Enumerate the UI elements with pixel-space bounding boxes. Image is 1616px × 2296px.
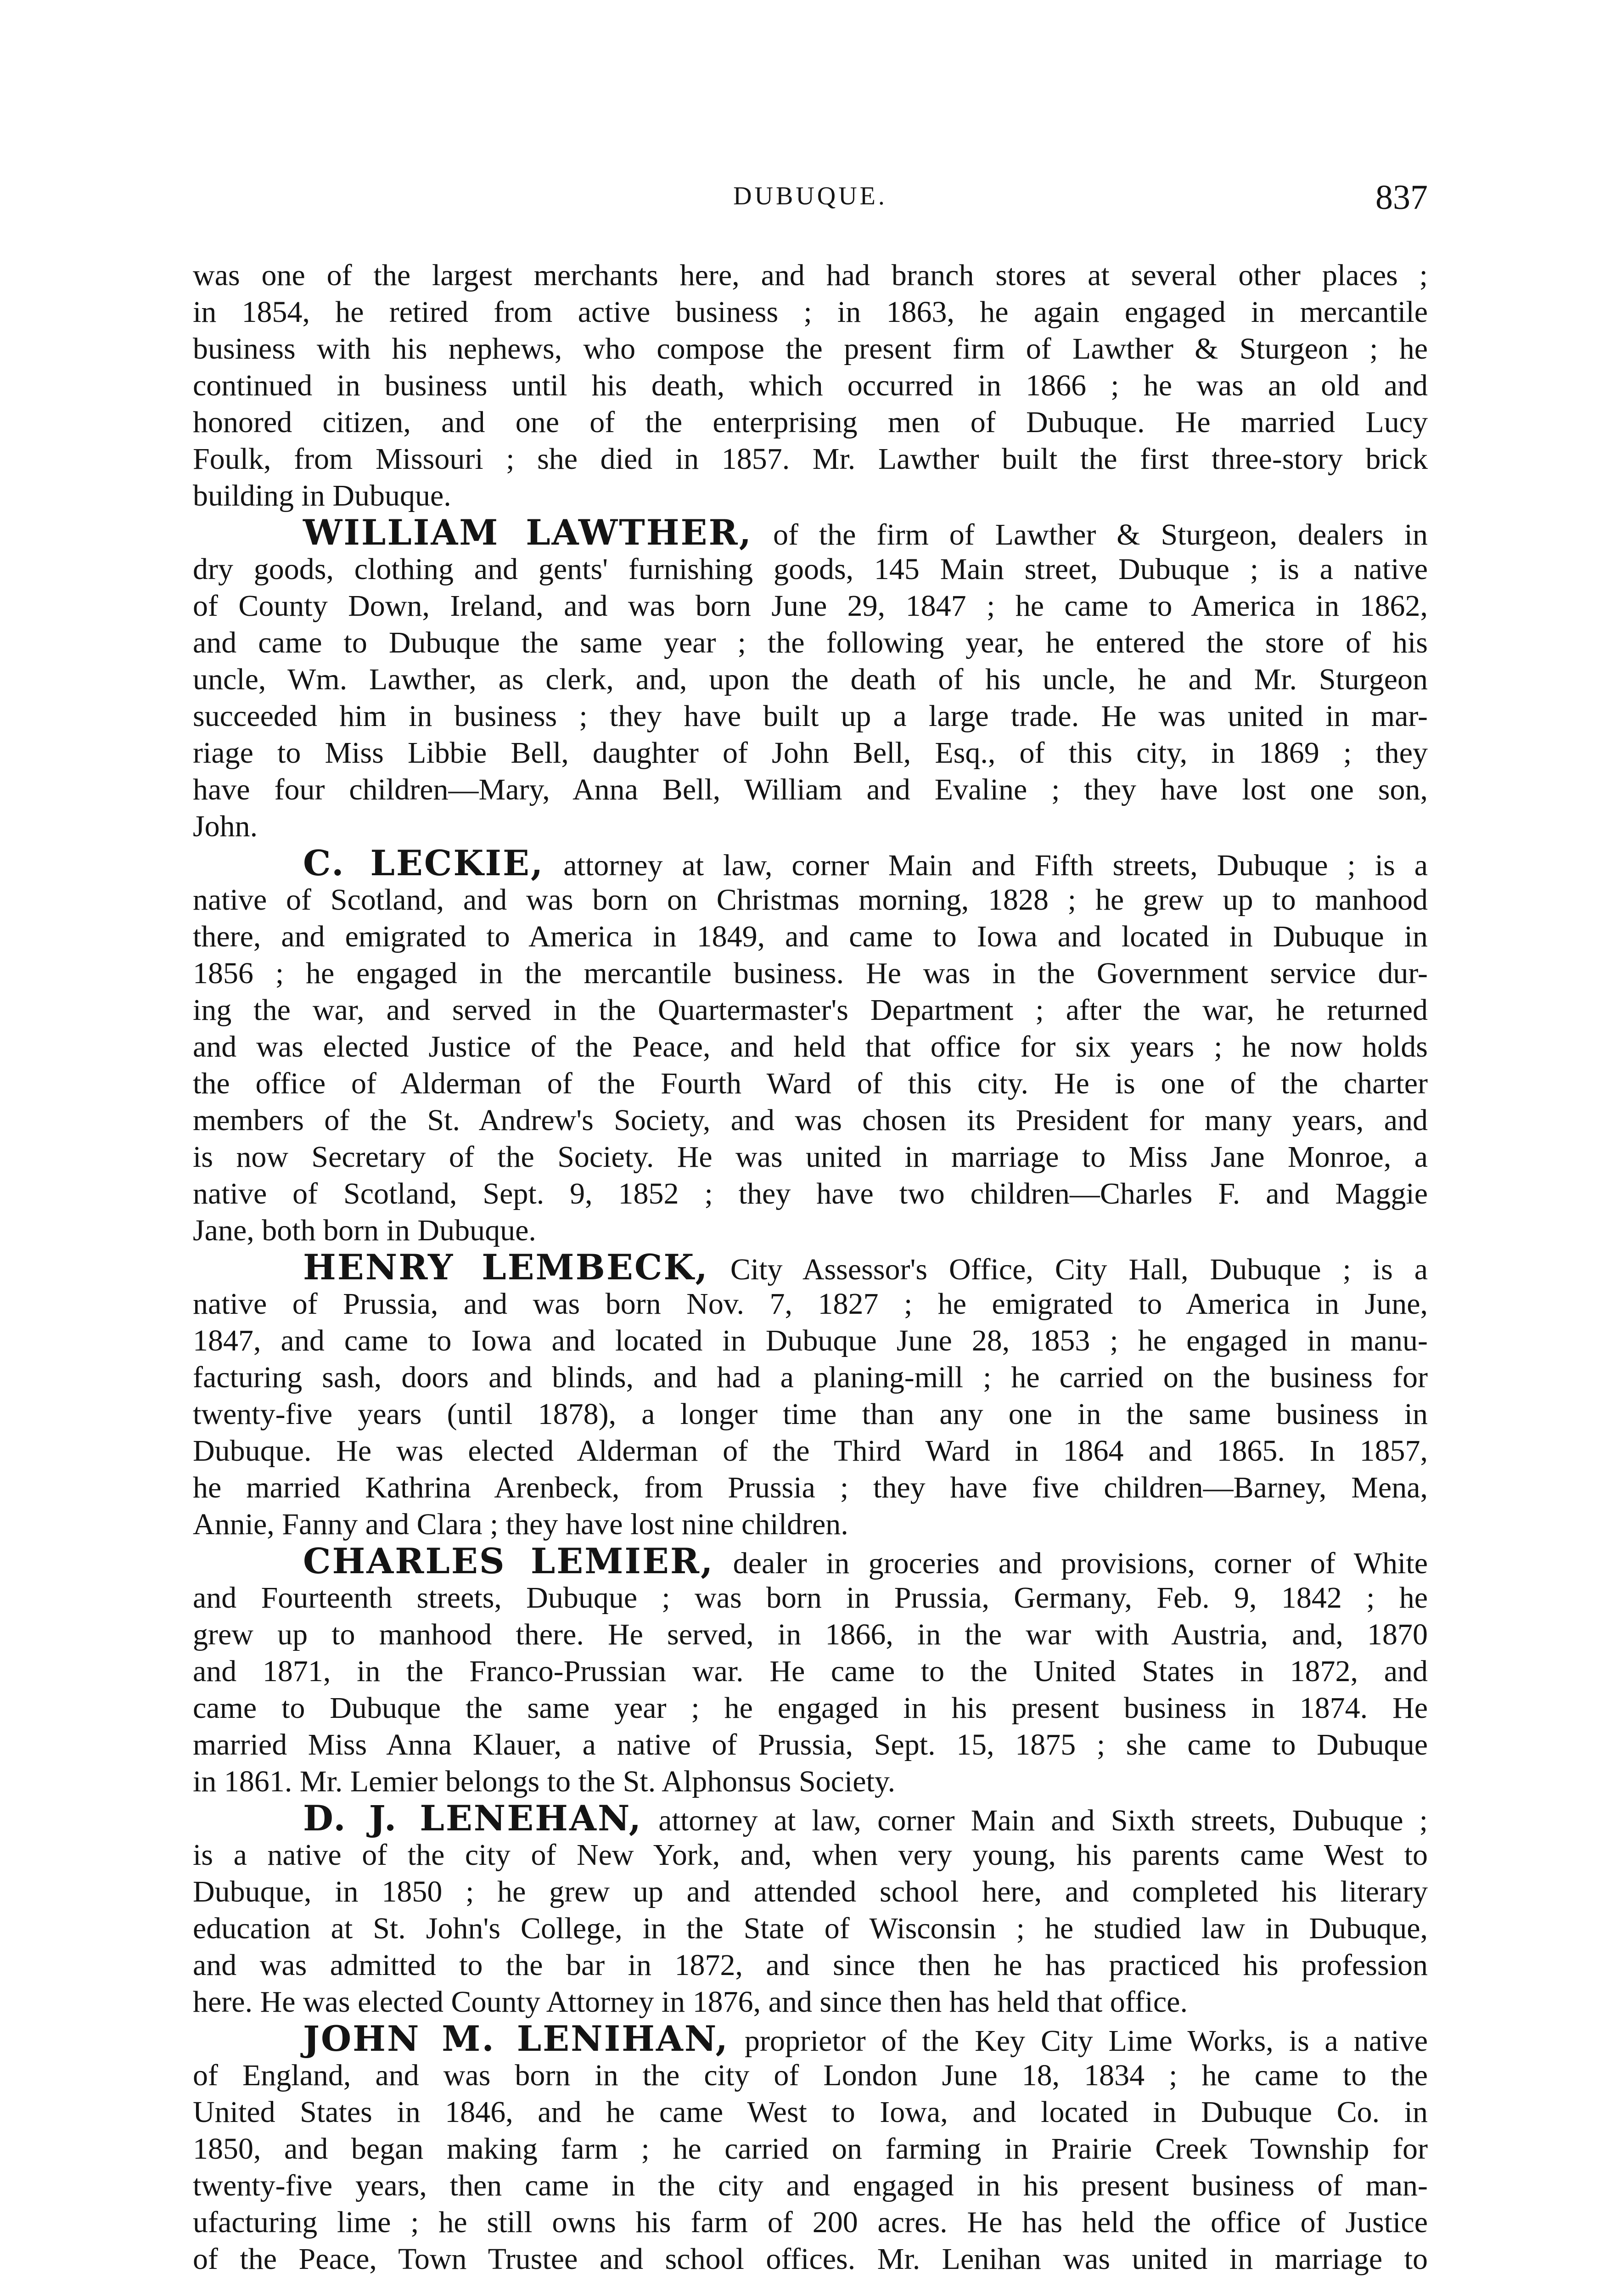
entry-first-line-text: of the firm of Lawther & Sturgeon, dealers in: [773, 518, 1428, 551]
text-line: facturing sash, doors and blinds, and had a planing-mill ; he carried on the business for: [193, 1361, 1428, 1394]
text-line: uncle, Wm. Lawther, as clerk, and, upon the death of his uncle, he and Mr. Sturgeon: [193, 663, 1428, 696]
entry-name: C. LECKIE,: [303, 843, 544, 884]
text-line: twenty-five years (until 1878), a longer time than any one in the same business in: [193, 1397, 1428, 1431]
text-line: succeeded him in business ; they have built up a large trade. He was united in mar-: [193, 699, 1428, 733]
biography-entry: [193, 1543, 1428, 1800]
entry-first-line: [193, 1249, 1428, 1286]
text-line: of England, and was born in the city of London June 18, 1834 ; he came to the: [193, 2059, 1428, 2092]
page-number: 837: [1375, 178, 1428, 217]
text-line: married Miss Anna Klauer, a native of Prussia, Sept. 15, 1875 ; she came to Dubuque: [193, 1728, 1428, 1761]
entry-name: WILLIAM LAWTHER,: [303, 512, 753, 553]
entry-first-line: [193, 1543, 1428, 1580]
text-line: 1856 ; he engaged in the mercantile business. He was in the Government service dur-: [193, 957, 1428, 990]
text-line: native of Prussia, and was born Nov. 7, 1827 ; he emigrated to America in June,: [193, 1287, 1428, 1321]
text-line: is now Secretary of the Society. He was united in marriage to Miss Jane Monroe, a: [193, 1140, 1428, 1174]
continued-paragraph: [193, 257, 1428, 514]
text-line: and Fourteenth streets, Dubuque ; was born in Prussia, Germany, Feb. 9, 1842 ; he: [193, 1581, 1428, 1615]
entry-first-line-text: attorney at law, corner Main and Sixth streets, Dubuque ;: [658, 1804, 1428, 1837]
text-line: and 1871, in the Franco-Prussian war. He came to the United States in 1872, and: [193, 1654, 1428, 1688]
biography-entry: [193, 514, 1428, 845]
text-line: Dubuque, in 1850 ; he grew up and attended school here, and completed his literary: [193, 1875, 1428, 1908]
text-line: 1850, and began making farm ; he carried on farming in Prairie Creek Township for: [193, 2132, 1428, 2166]
body-text: [193, 257, 1428, 2278]
text-line: twenty-five years, then came in the city and engaged in his present business of man-: [193, 2169, 1428, 2202]
text-line: and came to Dubuque the same year ; the following year, he entered the store of his: [193, 626, 1428, 659]
entry-name: D. J. LENEHAN,: [303, 1798, 643, 1839]
text-line: and was elected Justice of the Peace, and held that office for six years ; he now holds: [193, 1030, 1428, 1064]
text-line: ufacturing lime ; he still owns his farm of 200 acres. He has held the office of Justice: [193, 2206, 1428, 2239]
text-line: building in Dubuque.: [193, 479, 451, 512]
text-line: riage to Miss Libbie Bell, daughter of John Bell, Esq., of this city, in 1869 ; they: [193, 736, 1428, 770]
entry-first-line: [193, 845, 1428, 882]
entry-first-line: [193, 2020, 1428, 2057]
entry-first-line: [193, 514, 1428, 551]
text-line: is a native of the city of New York, and, when very young, his parents came West to: [193, 1838, 1428, 1872]
text-line: dry goods, clothing and gents' furnishing goods, 145 Main street, Dubuque ; is a native: [193, 552, 1428, 586]
text-line: Dubuque. He was elected Alderman of the Third Ward in 1864 and 1865. In 1857,: [193, 1434, 1428, 1468]
text-line: education at St. John's College, in the State of Wisconsin ; he studied law in Dubuque,: [193, 1912, 1428, 1945]
biography-entry: [193, 1800, 1428, 2020]
entry-name: HENRY LEMBECK,: [303, 1247, 709, 1288]
text-line: Jane, both born in Dubuque.: [193, 1214, 536, 1247]
text-line: members of the St. Andrew's Society, and was chosen its President for many years, and: [193, 1103, 1428, 1137]
entry-first-line-text: dealer in groceries and provisions, corner of White: [733, 1547, 1428, 1580]
entry-first-line-text: proprietor of the Key City Lime Works, is a native: [744, 2024, 1428, 2058]
text-line: he married Kathrina Arenbeck, from Prussia ; they have five children—Barney, Mena,: [193, 1471, 1428, 1504]
biography-entry: [193, 1249, 1428, 1543]
text-line: and was admitted to the bar in 1872, and since then he has practiced his profession: [193, 1948, 1428, 1982]
text-line: John.: [193, 810, 258, 843]
entry-name: JOHN M. LENIHAN,: [303, 2018, 729, 2059]
biography-entry: [193, 845, 1428, 1249]
entry-first-line-text: attorney at law, corner Main and Fifth streets, Dubuque ; is a: [563, 849, 1428, 882]
text-line: there, and emigrated to America in 1849, and came to Iowa and located in Dubuque in: [193, 920, 1428, 953]
text-line: business with his nephews, who compose the present firm of Lawther & Sturgeon ; he: [193, 332, 1428, 366]
text-line: ing the war, and served in the Quartermaster's Department ; after the war, he returned: [193, 993, 1428, 1027]
text-line: continued in business until his death, which occurred in 1866 ; he was an old and: [193, 369, 1428, 402]
entry-first-line-text: City Assessor's Office, City Hall, Dubuque ; is a: [730, 1253, 1428, 1286]
text-line: the office of Alderman of the Fourth Ward of this city. He is one of the charter: [193, 1067, 1428, 1100]
entry-first-line: [193, 1800, 1428, 1837]
text-line: was one of the largest merchants here, and had branch stores at several other places ;: [193, 259, 1428, 292]
text-line: of the Peace, Town Trustee and school offices. Mr. Lenihan was united in marriage to: [193, 2242, 1428, 2276]
text-line: Foulk, from Missouri ; she died in 1857. Mr. Lawther built the first three-story brick: [193, 442, 1428, 476]
text-line: in 1854, he retired from active business ; in 1863, he again engaged in mercantile: [193, 295, 1428, 329]
text-line: Annie, Fanny and Clara ; they have lost nine children.: [193, 1508, 848, 1541]
text-line: honored citizen, and one of the enterprising men of Dubuque. He married Lucy: [193, 405, 1428, 439]
running-title: DUBUQUE.: [733, 182, 887, 210]
text-line: here. He was elected County Attorney in 1876, and since then has held that office.: [193, 1985, 1188, 2019]
text-line: came to Dubuque the same year ; he engaged in his present business in 1874. He: [193, 1691, 1428, 1725]
text-line: 1847, and came to Iowa and located in Dubuque June 28, 1853 ; he engaged in manu-: [193, 1324, 1428, 1357]
text-line: have four children—Mary, Anna Bell, William and Evaline ; they have lost one son,: [193, 773, 1428, 806]
text-line: United States in 1846, and he came West to Iowa, and located in Dubuque Co. in: [193, 2095, 1428, 2129]
entry-name: CHARLES LEMIER,: [303, 1541, 714, 1581]
text-line: in 1861. Mr. Lemier belongs to the St. Alphonsus Society.: [193, 1765, 896, 1798]
text-line: grew up to manhood there. He served, in 1866, in the war with Austria, and, 1870: [193, 1618, 1428, 1651]
text-line: of County Down, Ireland, and was born June 29, 1847 ; he came to America in 1862,: [193, 589, 1428, 623]
biography-entry: [193, 2020, 1428, 2278]
running-head: [193, 178, 1428, 218]
text-line: native of Scotland, and was born on Christmas morning, 1828 ; he grew up to manhood: [193, 883, 1428, 917]
text-line: native of Scotland, Sept. 9, 1852 ; they have two children—Charles F. and Maggie: [193, 1177, 1428, 1210]
